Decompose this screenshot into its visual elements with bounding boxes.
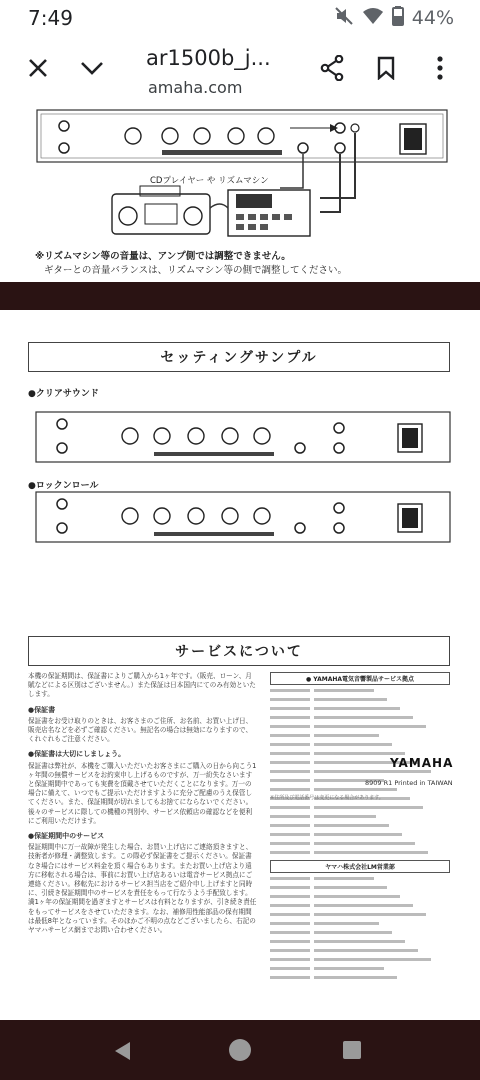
status-bar	[0, 0, 480, 34]
illegible-text-line	[270, 902, 450, 909]
battery-percent: 44%	[411, 7, 454, 29]
illegible-text-line	[270, 804, 450, 811]
setting-sample-title: セッティングサンプル	[28, 342, 450, 372]
page-separator	[0, 282, 480, 310]
illegible-text-line	[270, 786, 450, 793]
status-time: 7:49	[28, 6, 73, 30]
pdf-page-1	[0, 108, 480, 282]
print-info: 8909 R1 Printed in TAIWAN	[365, 779, 453, 787]
home-circle-icon	[228, 1038, 252, 1062]
more-vert-icon	[437, 56, 443, 80]
bookmark-button[interactable]	[366, 48, 406, 88]
keep-heading: ●保証書は大切にしましょう。	[28, 750, 126, 759]
illegible-text-line	[270, 938, 450, 945]
close-button[interactable]	[18, 48, 58, 88]
illegible-text-line	[270, 884, 450, 891]
document-url: amaha.com	[148, 78, 243, 97]
device-label: CDプレイヤー や リズムマシン	[150, 176, 269, 186]
illegible-text-line	[270, 732, 450, 739]
wifi-icon	[362, 6, 384, 30]
warranty-text: 保証書をお受け取りのときは、お客さまのご住所、お名前、お買い上げ日、販売店名などを必ずご確認ください。無記名の場合は無効になりますので、くれぐれもご注意ください。	[28, 716, 253, 744]
illegible-text-line	[270, 741, 450, 748]
address-change-note: ※住所及び電話番号は変更になる場合があります。	[270, 795, 384, 801]
document-title: ar1500b_j...	[146, 46, 271, 70]
status-icons	[334, 6, 454, 30]
share-icon	[320, 55, 344, 81]
service-network-list	[270, 687, 450, 856]
illegible-text-line	[270, 911, 450, 918]
illegible-text-line	[270, 947, 450, 954]
illegible-text-line	[270, 893, 450, 900]
period-text: 保証期間中に万一故障が発生した場合、お買い上げ店にご連絡頂きますと、技術者が修理・調整致します。この際必ず保証書をご提示ください。保証書なき場合にはサービス料金を頂く場合もあります。またお買い上げ店より遠方に移転される場合は、事前にお買い上げ店あるいは電音サービス拠点にご連絡ください。移転先におけるサービス担当店をご紹介申し上げますと同時に、引続き保証期間中のサービスを責任をもって行なうよう手配致します。満1ヶ年の保証期間を過ぎますとサービスは有料となりますが、引き続き責任をもってサービスをさせていただきます。なお、補修用性能部品の保有期間は最低8年となっています。そのほかご不明の点などございましたら、右記のヤマハサービス網までお問い合わせください。	[28, 843, 257, 935]
system-nav-bar	[0, 1020, 480, 1080]
battery-icon	[392, 6, 404, 30]
illegible-text-line	[270, 875, 450, 882]
illegible-text-line	[270, 813, 450, 820]
service-title: サービスについて	[28, 636, 450, 666]
company-contact-list	[270, 875, 450, 981]
note-line-2: ギターとの音量バランスは、リズムマシン等の側で調整してください。	[44, 265, 348, 276]
chevron-down-icon	[80, 60, 104, 76]
illegible-text-line	[270, 929, 450, 936]
warranty-heading: ●保証書	[28, 705, 56, 714]
close-icon	[27, 57, 49, 79]
illegible-text-line	[270, 705, 450, 712]
yamaha-logo: YAMAHA	[390, 756, 454, 770]
mute-icon	[334, 6, 354, 30]
pdf-page-2	[0, 310, 480, 1020]
back-button[interactable]	[112, 1040, 132, 1066]
share-button[interactable]	[312, 48, 352, 88]
illegible-text-line	[270, 956, 450, 963]
home-button[interactable]	[228, 1038, 252, 1066]
illegible-text-line	[270, 840, 450, 847]
company-heading: ヤマハ株式会社LM営業部	[270, 860, 450, 873]
illegible-text-line	[270, 696, 450, 703]
viewer-toolbar	[0, 34, 480, 108]
illegible-text-line	[270, 831, 450, 838]
service-text-column	[28, 672, 258, 937]
bookmark-icon	[377, 56, 395, 80]
service-network-heading: ● YAMAHA電気音響製品サービス拠点	[270, 672, 450, 685]
rock-n-roll-label: ●ロックンロール	[28, 481, 99, 491]
clear-sound-label: ●クリアサウンド	[28, 389, 99, 399]
keep-text: 保証書は弊社が、本機をご購入いただいたお客さまにご購入の日から向こう1ヶ年間の無償サービスをお約束申し上げるものですが、万一紛失なさいますと保証期間中であっても実費を頂戴させていただくことになります。万一の場合に備えて、いつでもご提示いただけますように充分ご配慮のうえ保管してください。また、保証期間が切れましてもお捨てにならないでください。後々のサービスに際しての機種の判別や、サービス依頼店の確認などを便利にご利用いただけます。	[28, 761, 257, 825]
recents-square-icon	[342, 1040, 362, 1060]
illegible-text-line	[270, 822, 450, 829]
collapse-button[interactable]	[72, 48, 112, 88]
illegible-text-line	[270, 714, 450, 721]
period-heading: ●保証期間中のサービス	[28, 832, 105, 841]
rock-n-roll-panel	[34, 490, 454, 546]
service-network-column	[270, 672, 450, 983]
service-intro: 本機の保証期間は、保証書によりご購入から1ヶ年です。（販売、ローン、月賦などによる区別はございません。）また保証は日本国内にてのみ有効といたします。	[28, 672, 256, 699]
pdf-viewer[interactable]	[0, 108, 480, 1020]
illegible-text-line	[270, 965, 450, 972]
recents-button[interactable]	[342, 1040, 362, 1064]
clear-sound-panel	[34, 410, 454, 466]
illegible-text-line	[270, 920, 450, 927]
more-options-button[interactable]	[420, 48, 460, 88]
illegible-text-line	[270, 849, 450, 856]
illegible-text-line	[270, 723, 450, 730]
illegible-text-line	[270, 687, 450, 694]
illegible-text-line	[270, 974, 450, 981]
back-triangle-icon	[112, 1040, 132, 1062]
note-line-1: ※リズムマシン等の音量は、アンプ側では調整できません。	[35, 251, 291, 262]
